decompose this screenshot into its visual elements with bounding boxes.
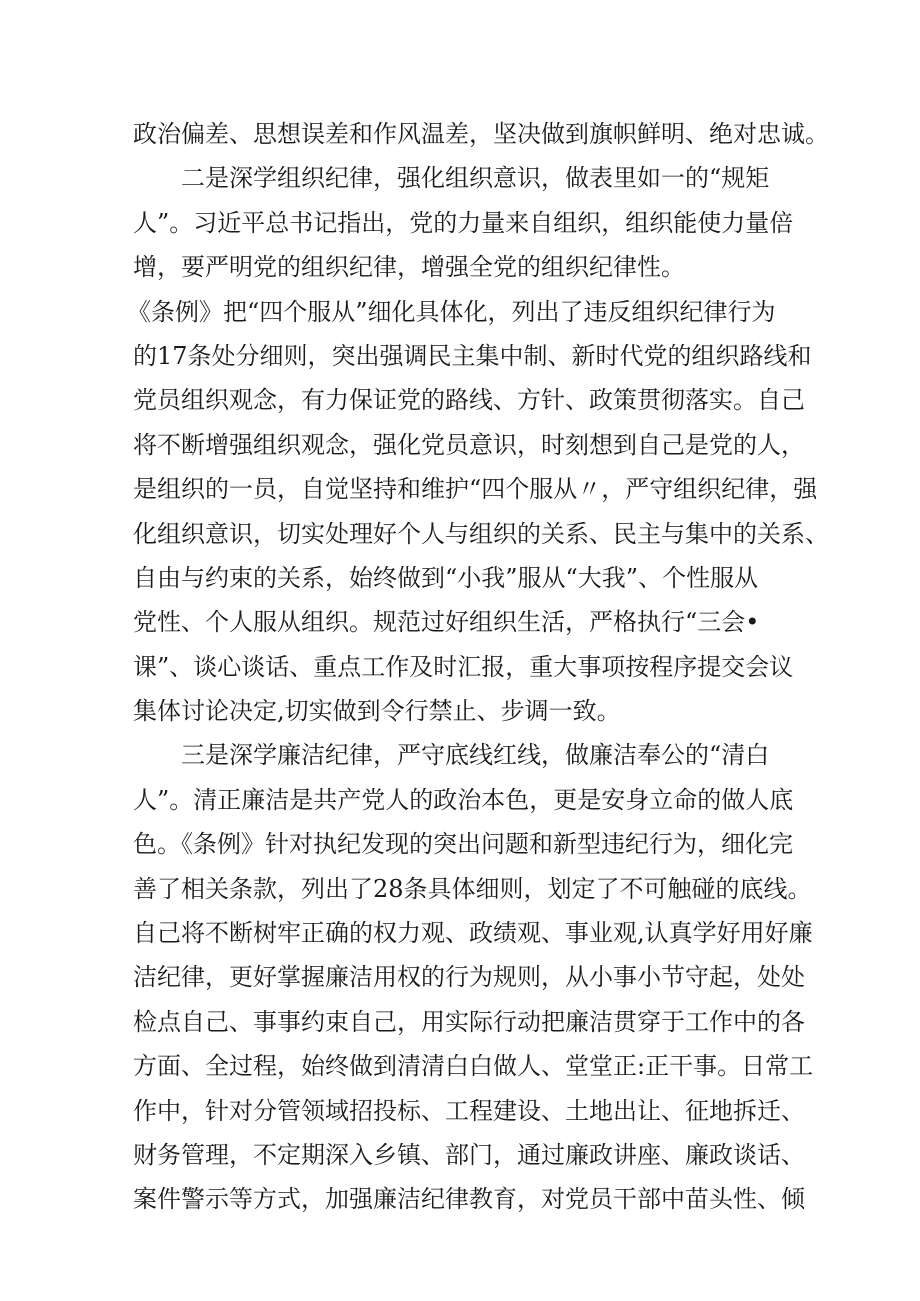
text-line: 案件警示等方式，加强廉洁纪律教育，对党员干部中苗头性、倾 [133,1185,805,1214]
text-line: 财务管理，不定期深入乡镇、部门，通过廉政讲座、廉政谈话、 [133,1140,805,1169]
text-line: 善了相关条款，列出了28条具体细则，划定了不可触碰的底线。 [133,874,812,903]
text-line: 将不断增强组织观念，强化党员意识，时刻想到自己是党的人， [133,430,805,459]
text-line: 方面、全过程，始终做到清清白白做人、堂堂正:正干事。日常工 [133,1052,814,1081]
text-line: 色。《条例》针对执纪发现的突出问题和新型违纪行为，细化完 [133,830,793,859]
text-line: 《条例》把“四个服从”细化具体化，列出了违反组织纪律行为 [127,297,776,326]
text-line: 人”。习近平总书记指出，党的力量来自组织，组织能使力量倍 [133,208,794,237]
text-line: 党性、个人服从组织。规范过好组织生活，严格执行“三会• [133,608,760,637]
text-line: 自己将不断树牢正确的权力观、政绩观、事业观,认真学好用好廉 [133,919,813,948]
text-line: 检点自己、事事约束自己，用实际行动把廉洁贯穿于工作中的各 [133,1007,805,1036]
paragraph-start-line: 三是深学廉洁纪律，严守底线红线，做廉洁奉公的“清白 [181,741,770,770]
text-line: 的17条处分细则，突出强调民主集中制、新时代党的组织路线和 [133,341,812,370]
text-line: 化组织意识，切实处理好个人与组织的关系、民主与集中的关系、 [133,519,829,548]
text-line: 党员组织观念，有力保证党的路线、方针、政策贯彻落实。自己 [133,386,805,415]
body-text [127,112,829,1222]
text-line: 政治偏差、思想误差和作风温差，坚决做到旗帜鲜明、绝对忠诚。 [133,120,829,148]
text-line: 人”。清正廉洁是共产党人的政治本色，更是安身立命的做人底 [133,785,794,814]
text-line: 作中，针对分管领域招投标、工程建设、土地出让、征地拆迁、 [133,1096,805,1125]
text-line: 自由与约束的关系，始终做到“小我”服从“大我”、个性服从 [133,563,759,592]
paragraph-start-line: 二是深学组织纪律，强化组织意识，做表里如一的“规矩 [181,164,770,193]
text-line: 课”、谈心谈话、重点工作及时汇报，重大事项按程序提交会议 [133,652,794,681]
text-line: 是组织的一员，自觉坚持和维护“四个服从〃，严守组织纪律，强 [133,475,818,504]
text-line: 增，要严明党的组织纪律，增强全党的组织纪律性。 [133,253,685,282]
text-line: 洁纪律，更好掌握廉洁用权的行为规则，从小事小节守起，处处 [133,963,805,992]
text-line: 集体讨论决定,切实做到令行禁止、步调一致。 [133,697,621,726]
